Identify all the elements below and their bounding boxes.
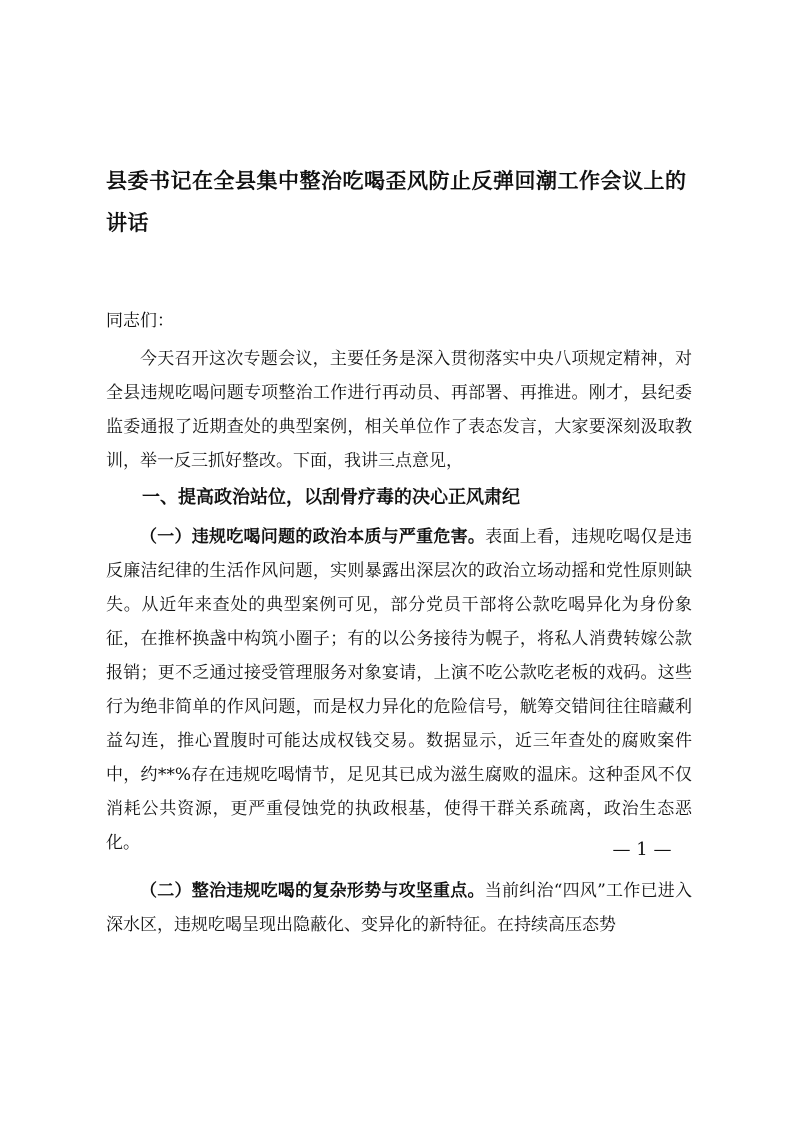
subsection-1-text: 表面上看，违规吃喝仅是违反廉洁纪律的生活作风问题，实则暴露出深层次的政治立场动摇和党性原则缺失。从近年来查处的典型案例可见，部分党员干部将公款吃喝异化为身份象征，在推杯换盏中构筑小圈子；有的以公务接待为幌子，将私人消费转嫁公款报销；更不乏通过接受管理服务对象宴请，上演不吃公款吃老板的戏码。这些行为绝非简单的作风问题，而是权力异化的危险信号，觥筹交错间往往暗藏利益勾连，推心置腹时可能达成权钱交易。数据显示，近三年查处的腐败案件中，约**%存在违规吃喝情节，足见其已成为滋生腐败的温床。这种歪风不仅消耗公共资源，更严重侵蚀党的执政根基，使得干群关系疏离，政治生态恶化。 <box>106 527 693 853</box>
subsection-1-lead: （一）违规吃喝问题的政治本质与严重危害。 <box>140 527 486 547</box>
subsection-1-paragraph <box>106 520 692 860</box>
page-number: — 1 — <box>612 839 672 860</box>
section-1-heading: 一、提高政治站位，以刮骨疗毒的决心正风肃纪 <box>142 487 520 508</box>
salutation: 同志们： <box>106 311 174 331</box>
paragraph-gap <box>106 860 692 874</box>
intro-paragraph: 今天召开这次专题会议，主要任务是深入贯彻落实中央八项规定精神，对全县违规吃喝问题专项整治工作进行再动员、再部署、再推进。刚才，县纪委监委通报了近期查处的典型案例，相关单位作了表态发言，大家要深刻汲取教训，举一反三抓好整改。下面，我讲三点意见， <box>106 349 692 471</box>
subsection-2-text: 当前纠治“四风”工作已进入深水区，违规吃喝呈现出隐蔽化、变异化的新特征。在持续高压态势 <box>106 881 693 935</box>
subsection-2-paragraph <box>106 874 692 942</box>
document-title: 县委书记在全县集中整治吃喝歪风防止反弹回潮工作会议上的讲话 <box>106 169 687 235</box>
subsection-2-lead: （二）整治违规吃喝的复杂形势与攻坚重点。 <box>140 881 485 901</box>
